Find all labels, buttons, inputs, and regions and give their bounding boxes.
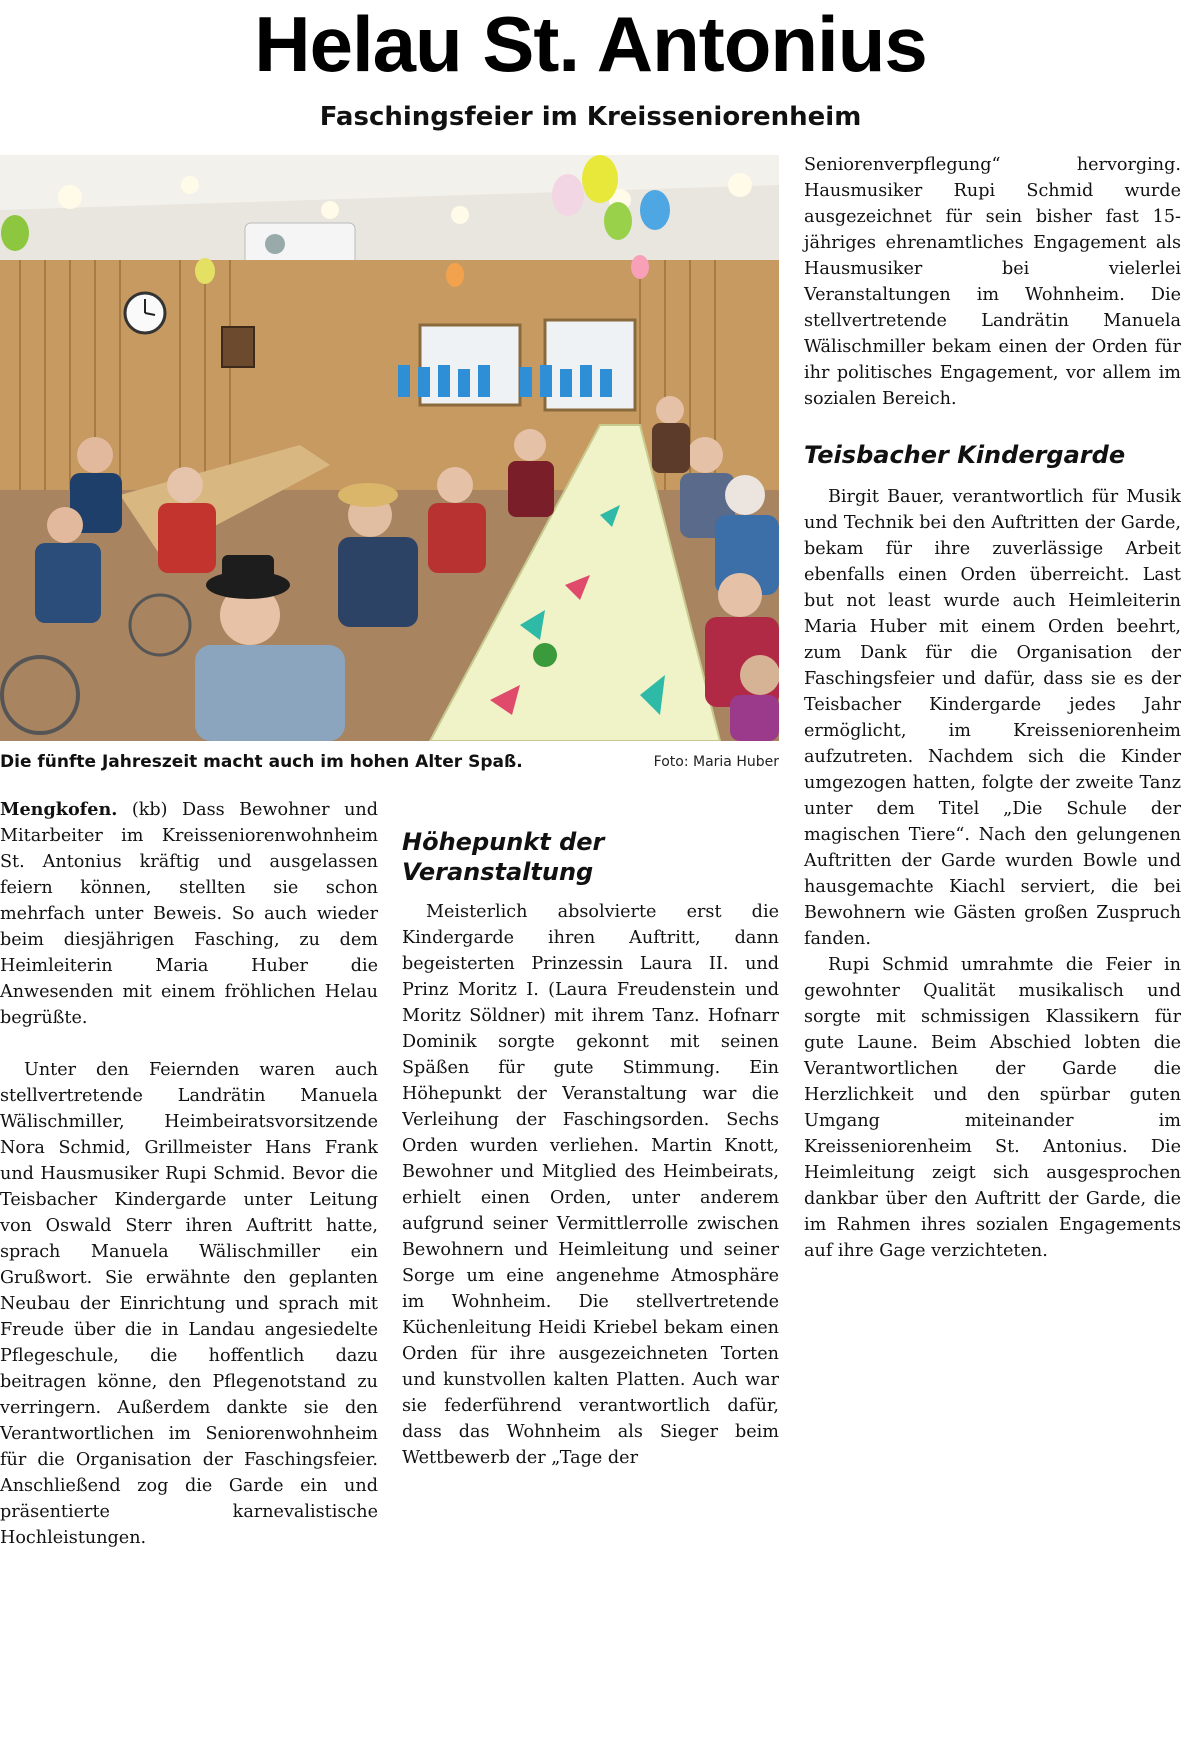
article-photo [0, 155, 779, 741]
photo-caption-row [0, 748, 779, 776]
article-paragraph-5: Rupi Schmid umrahmte die Feier in gewohnter Qualität musikalisch und sorgte mit schmissigen Klassikern für gute Laune. Beim Abschied lobten die Verantwortlichen der Garde die Herzlichkeit und den spürbar guten Umgang miteinander im Kreisseniorenheim St. Antonius. Die Heimleitung zeigt sich ausgesprochen dankbar über den Auftritt der Garde, die im Rahmen ihres sozialen Engagements auf ihre Gage verzichteten. [804, 955, 1181, 1261]
article-column-2 [402, 797, 779, 1496]
article-column-1 [0, 797, 378, 1759]
article-paragraph-3: Meisterlich absolvierte erst die Kindergarde ihren Auftritt, dann begeisterten Prinzessin Laura II. und Prinz Moritz I. (Laura Freudenstein und Moritz Söldner) mit ihrem Tanz. Hofnarr Dominik sorgte gekonnt mit seinen Späßen für gute Stimmung. Ein Höhepunkt der Veranstaltung war die Verleihung der Faschingsorden. Sechs Orden wurden verliehen. Martin Knott, Bewohner und Mitglied des Heimbeirats, erhielt einen Orden, unter anderem aufgrund seiner Vermittlerrolle zwischen Bewohnern und Heimleitung und seiner Sorge um eine angenehme Atmosphäre im Wohnheim. Die stellvertretende Küchenleitung Heidi Kriebel bekam einen Orden für ihre ausgezeichneten Torten und kunstvollen kalten Platten. Auch war sie federführend verantwortlich dafür, dass das Wohnheim als Sieger beim Wettbewerb der „Tage der [402, 902, 779, 1468]
column-3-continuation: Seniorenverpflegung“ hervorging. Hausmusiker Rupi Schmid wurde ausgezeichnet für sein bisher fast 15-jähriges ehrenamtliches Engagement als Hausmusiker bei vielerlei Veranstaltungen im Wohnheim. Die stellvertretende Landrätin Manuela Wälischmiller bekam einen der Orden für ihr politisches Engagement, vor allem im sozialen Bereich. [804, 155, 1181, 409]
subheadline: Faschingsfeier im Kreisseniorenheim [319, 102, 862, 132]
dateline: Mengkofen. [0, 799, 118, 820]
article-paragraph-4: Birgit Bauer, verantwortlich für Musik und Technik bei den Auftritten der Garde, bekam für ihre zuverlässige Arbeit ebenfalls einen Orden überreicht. Last but not least wurde auch Heimleiterin Maria Huber mit einem Orden beehrt, zum Dank für die Organisation der Faschingsfeier und dafür, dass sie es der Teisbacher Kindergarde jedes Jahr ermöglicht, im Kreisseniorenheim aufzutreten. Nachdem sich die Kinder umgezogen hatten, folgte der zweite Tanz unter dem Titel „Die Schule der magischen Tiere“. Nach den gelungenen Auftritten der Garde wurden Bowle und hausgemachte Kiachl serviert, die bei Bewohnern wie Gästen großen Zuspruch fanden. [804, 487, 1181, 949]
photo-caption: Die fünfte Jahreszeit macht auch im hohen Alter Spaß. [0, 752, 523, 772]
paragraph-1-text: (kb) Dass Bewohner und Mitarbeiter im Kreisseniorenwohnheim St. Antonius kräftig und ausgelassen feiern können, stellten sie schon mehrfach unter Beweis. So auch wieder beim diesjährigen Fasching, zu dem Heimleiterin Maria Huber die Anwesenden mit einem fröhlichen Helau begrüßte. [0, 800, 378, 1028]
section-heading-hoehepunkt: Höhepunkt der Veranstaltung [402, 828, 605, 886]
section-heading-kindergarde: Teisbacher Kindergarde [804, 441, 1126, 469]
photo-credit: Foto: Maria Huber [653, 754, 779, 770]
article-column-3 [804, 152, 1181, 1264]
party-scene-illustration [0, 155, 779, 741]
article-paragraph-2: Unter den Feiernden waren auch stellvertretende Landrätin Manuela Wälischmiller, Heimbeiratsvorsitzende Nora Schmid, Grillmeister Hans Frank und Hausmusiker Rupi Schmid. Bevor die Teisbacher Kindergarde unter Leitung von Oswald Sterr ihren Auftritt hatte, sprach Manuela Wälischmiller ein Grußwort. Sie erwähnte den geplanten Neubau der Einrichtung und sprach mit Freude über die in Landau angesiedelte Pflegeschule, die hoffentlich dazu beitragen könne, den Pflegenotstand zu verringern. Außerdem dankte sie den Verantwortlichen im Seniorenwohnheim für die Organisation der Faschingsfeier. Anschließend zog die Garde ein und präsentierte karnevalistische Hochleistungen. [0, 1060, 378, 1548]
headline: Helau St. Antonius [254, 0, 927, 88]
article-paragraph-1 [0, 797, 378, 1031]
